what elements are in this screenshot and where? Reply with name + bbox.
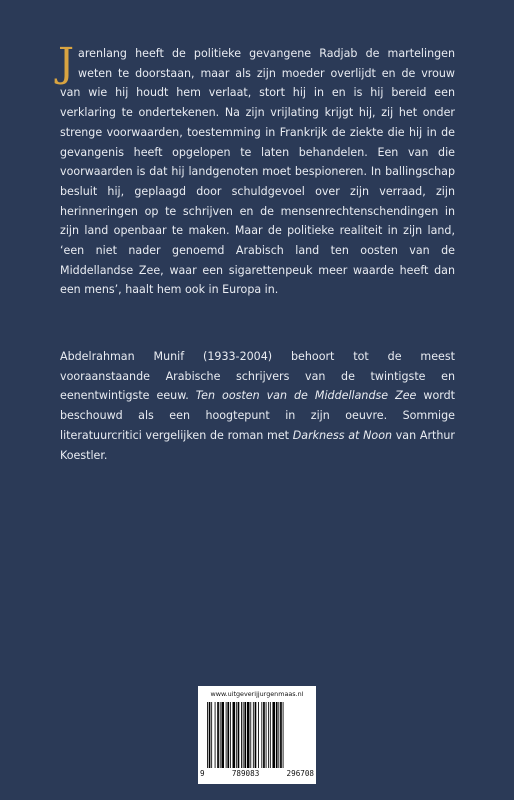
barcode-bar [278,702,279,768]
barcode-bar [261,702,262,768]
barcode-bar [276,702,278,768]
barcode-bar [270,702,271,768]
blurb-paragraph [58,40,455,300]
book-title: Ten oosten van de Middellandse Zee [195,389,417,403]
barcode-bar [250,702,251,768]
barcode-bar [238,702,240,768]
bio-part-2: wordt beschouwd als een hoogtepunt in zijn oeuvre. Sommige literatuurcritici vergelijken de roman met [60,389,455,442]
barcode-bar [220,702,221,768]
bio-part-3: van Arthur Koestler. [60,428,455,462]
barcode-bar [258,702,259,768]
barcode-bar [253,702,254,768]
barcode-bar [233,702,236,768]
barcode-bar [247,702,250,768]
barcode-bar [255,702,257,768]
barcode-bar [243,702,244,768]
isbn-barcode [198,686,316,784]
barcode-bar [283,702,284,768]
publisher-url: www.uitgeverijjurgenmaas.nl [210,690,304,698]
barcode-bars [207,702,307,768]
barcode-bar [215,702,216,768]
barcode-bar [226,702,227,768]
barcode-bar [217,702,219,768]
bio-part-1: Abdelrahman Munif (1933-2004) behoort tot de meest vooraanstaande Arabische schrijvers van de twintigste en eenentwintigste eeuw. [60,350,455,403]
blurb-body: arenlang heeft de politieke gevangene Radjab de martelingen weten te doorstaan, maar als zijn moeder overlijdt en de vrouw van wie hij houdt hem verlaat, stort hij in en is hij bereid een verklaring te ondertekenen. Na zijn vrijlating krijgt hij, zij het onder strenge voorwaarden, toestemming in Frankrijk de ziekte die hij in de gevangenis heeft opgelopen te laten behandelen. Een van die voorwaarden is dat hij landgenoten moet bespioneren. In ballingschap besluit hij, geplaagd door schuldgevoel over zijn verraad, zijn herinneringen op te schrijven en de mensenrechtenschendingen in zijn land openbaar te maken. Maar de politieke realiteit in zijn land, ‘een niet nader genoemd Arabisch land ten oosten van de Middellandse Zee, waar een sigarettenpeuk meer waarde heeft dan een mens’, haalt hem ook in Europa in. [60,47,455,297]
barcode-bar [268,702,269,768]
drop-cap: J [58,40,75,86]
compared-book-title: Darkness at Noon [292,428,393,442]
barcode-bar [230,702,231,768]
bio-text [60,347,455,465]
isbn-digits [200,769,314,778]
barcode-bar [272,702,275,768]
barcode-bar [227,702,229,768]
barcode-bar [236,702,237,768]
author-bio [60,347,455,465]
isbn-left-digits: 789083 [231,769,260,778]
isbn-right-digits: 296708 [286,769,314,778]
barcode-bar [221,702,224,768]
barcode-bar [266,702,267,768]
barcode-bar [241,702,242,768]
barcode-bar [244,702,246,768]
barcode-bar [207,702,208,768]
barcode-bar [211,702,212,768]
isbn-first-digit: 9 [200,769,205,778]
barcode-bar [280,702,282,768]
blurb-text [58,40,455,300]
barcode-bar [209,702,211,768]
barcode-bar [263,702,265,768]
